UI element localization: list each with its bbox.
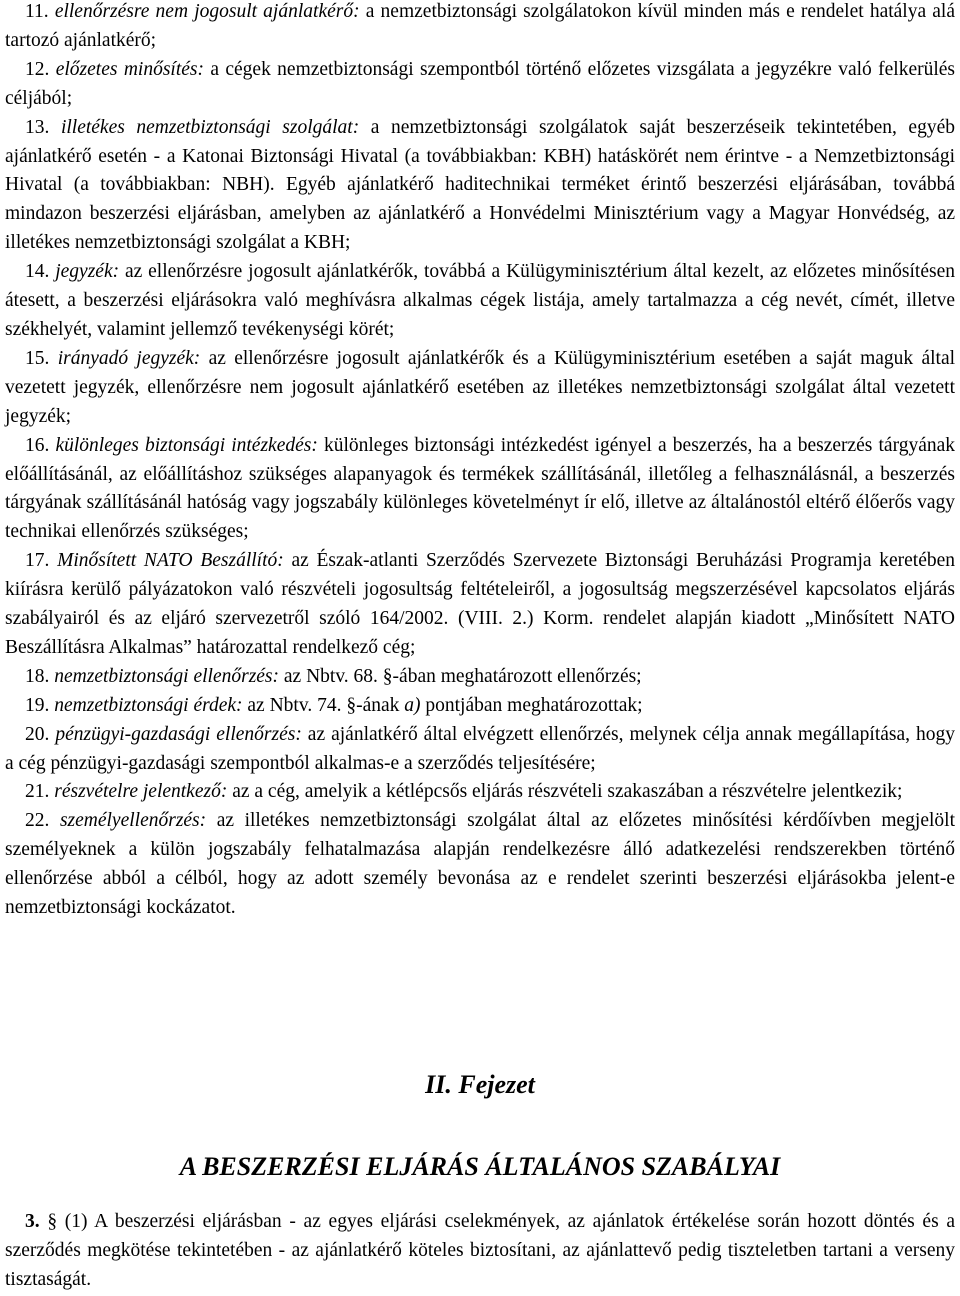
definition-term: személyellenőrzés: (59, 810, 207, 832)
definition-text-italic: a) (404, 694, 421, 716)
definition-number: 19. (25, 694, 50, 716)
section-number: 3. (25, 1211, 40, 1232)
definition-term: különleges biztonsági intézkedés: (55, 434, 318, 456)
definition-item (5, 432, 955, 548)
definition-item (5, 547, 955, 663)
definition-item (5, 807, 955, 923)
definition-term: nemzetbiztonsági ellenőrzés: (54, 665, 280, 687)
definition-text: az Észak-atlanti Szerződés Szervezete Biztonsági Beruházási Programja keretében kiírásra kerülő pályázatokon való részvételi jogosultság feltételeiről, a jogosultság megszerzésével kapcsolatos eljárás szabályairól és az eljáró szervezetről szóló 164/2002. (VIII. 2.) Korm. rendelet alapján kiadott „Minősített NATO Beszállításra Alkalmas” határozattal rendelkező cég; (5, 550, 955, 658)
definition-term: irányadó jegyzék: (57, 347, 201, 369)
definition-item (5, 114, 955, 259)
definition-term: Minősített NATO Beszállító: (57, 550, 284, 572)
definition-number: 12. (25, 58, 50, 80)
definition-number: 20. (25, 723, 50, 745)
definition-item (5, 56, 955, 114)
definition-number: 14. (25, 261, 50, 283)
definition-text: a cégek nemzetbiztonsági szempontból történő előzetes vizsgálata a jegyzékre való felkerülés céljából; (5, 58, 956, 109)
definition-text: a nemzetbiztonsági szolgálatok saját beszerzéseik tekintetében, egyéb ajánlatkérő esetén - a Katonai Biztonsági Hivatal (a továbbiakban: KBH) hatáskörét nem érintve - a Nemzetbiztonsági Hivatal (a továbbiakban: NBH). Egyéb ajánlatkérő haditechnikai terméket érintő beszerzési eljárásában, továbbá mindazon beszerzési eljárásban, amelyben az ajánlatkérő a Honvédelmi Minisztérium vagy a Magyar Honvédség, az illetékes nemzetbiztonsági szolgálat a KBH; (5, 116, 955, 254)
definition-number: 15. (25, 347, 50, 369)
definition-text: különleges biztonsági intézkedést igényel a beszerzés, ha a beszerzés tárgyának előállításánál, az előállításhoz szükséges alapanyagok és termékek szállításánál, illetőleg a felhasználásnál, a beszerzés tárgyának szállításánál hatóság vagy jogszabály különleges követelményt ír elő, illetve az általánostól eltérő élőerős vagy technikai ellenőrzés szükséges; (5, 434, 956, 543)
definition-text-after: pontjában meghatározottak; (425, 694, 643, 716)
definition-number: 18. (25, 665, 50, 687)
definition-text: az ellenőrzésre jogosult ajánlatkérők, továbbá a Külügyminisztérium által kezelt, az előzetes minősítésen átesett, a beszerzési eljárásokra való meghívásra alkalmas cégek listája, amely tartalmazza a cég nevét, címét, illetve székhelyét, valamint jellemző tevékenységi körét; (5, 261, 955, 340)
definition-term: nemzetbiztonsági érdek: (54, 694, 243, 716)
definition-text: az ellenőrzésre jogosult ajánlatkérők és a Külügyminisztérium esetében a saját maguk által vezetett jegyzék, ellenőrzésre nem jogosult ajánlatkérő esetében az illetékes nemzetbiztonsági szolgálat által vezetett jegyzék; (5, 347, 956, 427)
section-paragraph (5, 1208, 955, 1295)
definition-number: 11. (25, 1, 49, 22)
definition-term: pénzügyi-gazdasági ellenőrzés: (55, 723, 302, 745)
definition-text: az Nbtv. 68. §-ában meghatározott ellenőrzés; (283, 665, 642, 687)
definitions-list (5, 0, 955, 923)
definition-item (5, 692, 955, 721)
definition-number: 22. (25, 810, 50, 832)
chapter-number: II. Fejezet (425, 1070, 535, 1099)
definition-item (5, 663, 955, 692)
definition-number: 17. (25, 550, 50, 572)
definition-term: jegyzék: (55, 261, 120, 283)
definition-item (5, 345, 955, 432)
definition-number: 13. (25, 116, 50, 138)
definition-number: 16. (25, 434, 50, 456)
definition-text: az a cég, amelyik a kétlépcsős eljárás részvételi szakaszában a részvételre jelentkezik; (232, 781, 903, 803)
definition-term: ellenőrzésre nem jogosult ajánlatkérő: (54, 1, 360, 22)
definition-term: részvételre jelentkező: (54, 781, 228, 803)
definition-text: a nemzetbiztonsági szolgálatokon kívül minden más e rendelet hatálya alá tartozó ajánlatkérő; (5, 1, 956, 51)
chapter-title: A BESZERZÉSI ELJÁRÁS ÁLTALÁNOS SZABÁLYAI (179, 1152, 781, 1181)
definition-number: 21. (25, 781, 50, 803)
section-text: § (1) A beszerzési eljárásban - az egyes eljárási cselekmények, az ajánlatok értékelése során hozott döntés és a szerződés megkötése tekintetében - az ajánlatkérő köteles biztosítani, az ajánlattevő pedig tiszteletben tartani a verseny tisztaságát. (5, 1211, 956, 1290)
definition-term: előzetes minősítés: (55, 58, 204, 80)
definition-text: az Nbtv. 74. §-ának (247, 694, 400, 716)
definition-item (5, 0, 955, 56)
definition-item (5, 778, 955, 807)
definition-text: az illetékes nemzetbiztonsági szolgálat által az előzetes minősítési kérdőívben megjelölt személyeknek a külön jogszabály felhatalmazása alapján rendelkezésre álló adatkezelési rendszerekben történő ellenőrzése abból a célból, hogy az adott személy bevonása az e rendelet szerinti beszerzési eljárásokba jelent-e nemzetbiztonsági kockázatot. (5, 810, 955, 919)
definition-term: illetékes nemzetbiztonsági szolgálat: (60, 116, 360, 138)
definition-item (5, 721, 955, 779)
definition-text: az ajánlatkérő által elvégzett ellenőrzés, melynek célja annak megállapítása, hogy a cég pénzügyi-gazdasági szempontból alkalmas-e a szerződés teljesítésére; (5, 723, 955, 774)
definition-item (5, 258, 955, 345)
